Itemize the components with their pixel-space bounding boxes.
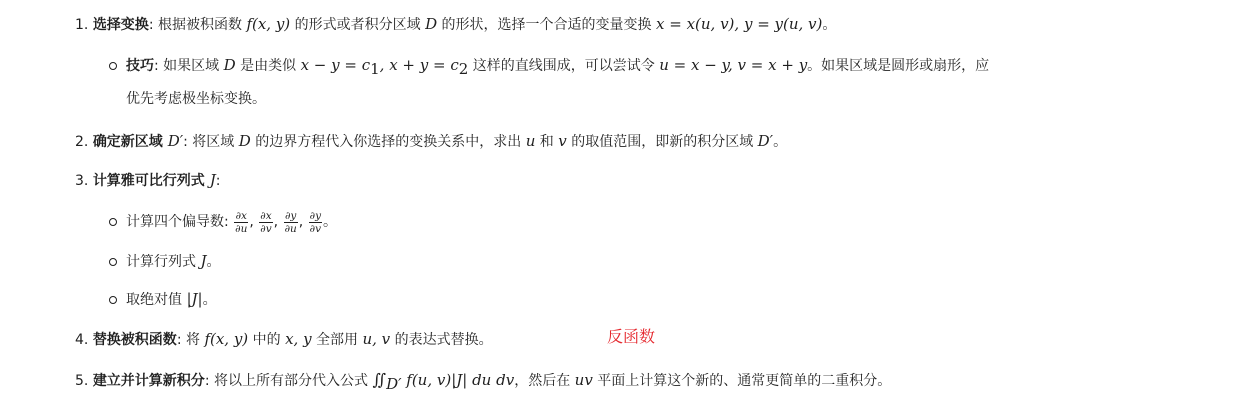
list-item-4: 4. 替换被积函数: 将 f(x, y) 中的 x, y 全部用 u, v 的表达式替换。 <box>75 330 493 348</box>
item-title: 计算雅可比行列式 <box>92 173 210 189</box>
bullet-hollow <box>109 296 117 304</box>
bullet-hollow <box>109 258 117 266</box>
handwritten-annotation: 反函数 <box>607 327 656 346</box>
item-title: 选择变换 <box>92 17 149 33</box>
partial-derivative: $\frac{\partial x}{\partial u}$ <box>235 209 248 235</box>
list-item-3: 3. 计算雅可比行列式 J: <box>75 171 221 189</box>
list-item-5: 5. 建立并计算新积分: 将以上所有部分代入公式 $∬_{D'}$ f(u, v)|J| du dv，然后在 uv 平面上计算这个新的、通常更简单的二重积分。 <box>75 370 892 393</box>
sub-item-tip-continued: 优先考虑极坐标变换。 <box>126 91 266 107</box>
double-integral-symbol: ∬ <box>372 370 387 389</box>
partial-derivative: $\frac{\partial y}{\partial v}$ <box>309 209 322 235</box>
item-title: 确定新区域 <box>92 134 168 150</box>
math-fxy: f(x, y) <box>246 15 291 33</box>
item-number: 5. <box>75 373 89 389</box>
item-title: 建立并计算新积分 <box>92 373 205 389</box>
tip-title: 技巧 <box>126 58 154 74</box>
partial-derivative: $\frac{\partial x}{\partial v}$ <box>260 209 272 235</box>
item-number: 2. <box>75 134 89 150</box>
sub-item-partials: 计算四个偏导数: $\frac{\partial x}{\partial u}$ , $\frac{\partial x}{\partial v}$ , $\frac{\partial y}{\partial u}$ , $\frac{\partial y}{\partial v}$ 。 <box>126 209 338 235</box>
sub-item-determinant: 计算行列式 J。 <box>126 252 221 270</box>
item-number: 3. <box>75 173 89 189</box>
bullet-hollow <box>109 62 117 70</box>
partial-derivative: $\frac{\partial y}{\partial u}$ <box>284 209 297 235</box>
sub-item-absolute: 取绝对值 |J|。 <box>126 290 217 308</box>
sub-item-tip: 技巧: 如果区域 D 是由类似 $x - y = c_1$, $x + y = c_2$ 这样的直线围成，可以尝试令 u = x − y, v = x + y。如果区域是圆形或扇形，应 <box>126 56 990 78</box>
math-d: D <box>425 15 438 33</box>
item-title: 替换被积函数 <box>92 332 177 348</box>
math-transform: x = x(u, v), y = y(u, v) <box>656 15 823 33</box>
item-number: 4. <box>75 332 89 348</box>
bullet-hollow <box>109 218 117 226</box>
list-item-1: 1. 选择变换: 根据被积函数 f(x, y) 的形式或者积分区域 D 的形状，选择一个合适的变量变换 x = x(u, v), y = y(u, v)。 <box>75 15 837 33</box>
list-item-2: 2. 确定新区域 D′: 将区域 D 的边界方程代入你选择的变换关系中，求出 u 和 v 的取值范围，即新的积分区域 D′。 <box>75 132 788 150</box>
item-number: 1. <box>75 17 89 33</box>
